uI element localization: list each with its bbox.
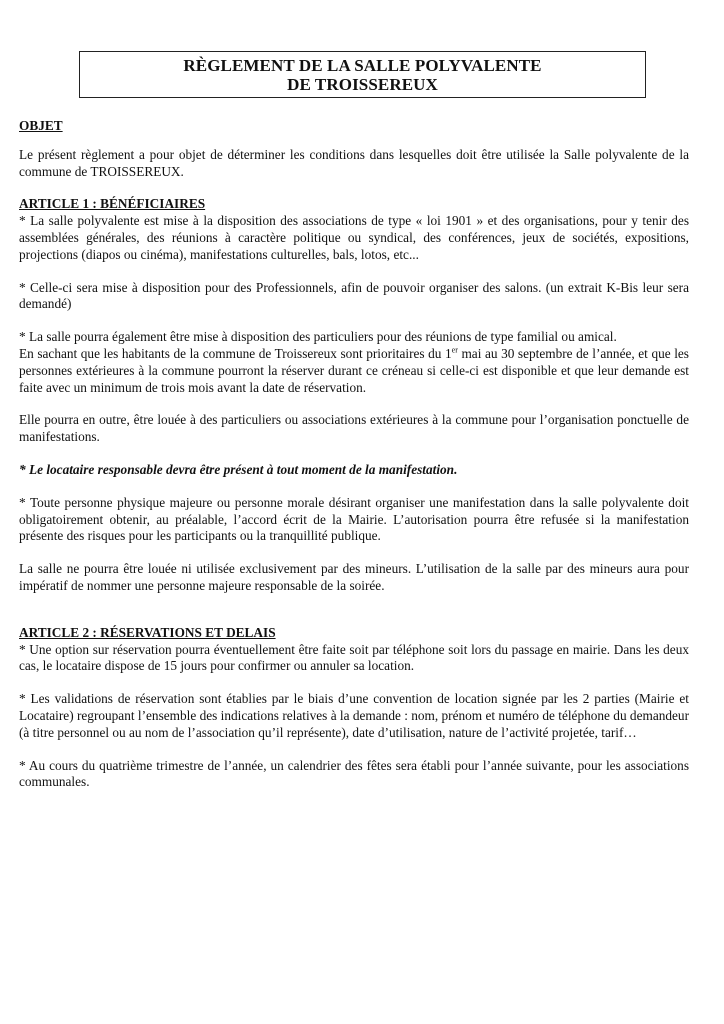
article1-paragraph-6: * Toute personne physique majeure ou personne morale désirant organiser une manifestation dans la salle polyvalente doit obligatoirement obtenir, au préalable, l’accord écrit de la Mairie. L’autorisation pourra être refusée si la manifestation présente des risques pour les participants ou la tranquillité publique. (19, 494, 689, 544)
article1-paragraph-3 (19, 346, 689, 396)
article1-paragraph-4: Elle pourra en outre, être louée à des particuliers ou associations extérieures à la commune pour l’organisation ponctuelle de manifestations. (19, 412, 689, 445)
document-body (19, 118, 689, 791)
article1-paragraph-1: * La salle polyvalente est mise à la disposition des associations de type « loi 1901 » et des organisations, pour y tenir des assemblées générales, des réunions à caractère politique ou syndical, des conférences, jeux de sociétés, expositions, projections (diapos ou cinéma), manifestations culturelles, bals, lotos, etc... (19, 213, 689, 262)
article2-paragraph-2: * Les validations de réservation sont établies par le biais d’une convention de location signée par les 2 parties (Mairie et Locataire) regroupant l’ensemble des indications relatives à la demande : nom, prénom et numéro de téléphone du demandeur (à titre personnel ou au nom de l’association qu’il représente), date d’utilisation, nature de l’activité projetée, tarif… (19, 691, 689, 740)
article2-paragraph-3: * Au cours du quatrième trimestre de l’année, un calendrier des fêtes sera établi pour l’année suivante, pour les associations communales. (19, 757, 689, 790)
article1-paragraph-7: La salle ne pourra être louée ni utilisée exclusivement par des mineurs. L’utilisation de la salle par des mineurs aura pour impératif de nommer une personne majeure responsable de la soirée. (19, 561, 689, 593)
article1-paragraph-5-emphasis: * Le locataire responsable devra être présent à tout moment de la manifestation. (19, 461, 458, 477)
title-line-1: RÈGLEMENT DE LA SALLE POLYVALENTE (183, 55, 542, 75)
article1-paragraph-3-part-b: mai au 30 septembre de l’année, et que les personnes extérieures à la commune pourront la réserver durant ce créneau si celle-ci est disponible et que leur demande est faite avec un minimum de trois mois avant la date de réservation. (19, 345, 689, 395)
section-heading-article-1: ARTICLE 1 : BÉNÉFICIAIRES (19, 196, 206, 212)
article2-paragraph-1: * Une option sur réservation pourra éventuellement être faite soit par téléphone soit lors du passage en mairie. Dans les deux cas, le locataire dispose de 15 jours pour confirmer ou annuler sa location. (19, 641, 689, 674)
article1-paragraph-2: * Celle-ci sera mise à disposition pour des Professionnels, afin de pouvoir organiser des salons. (un extrait K-Bis leur sera demandé) (19, 279, 689, 312)
section-heading-article-2: ARTICLE 2 : RÉSERVATIONS ET DELAIS (19, 624, 276, 640)
objet-paragraph: Le présent règlement a pour objet de déterminer les conditions dans lesquelles doit être utilisée la Salle polyvalente de la commune de TROISSEREUX. (19, 146, 689, 179)
section-heading-objet: OBJET (19, 118, 63, 133)
title-box (79, 51, 646, 98)
title-line-2: DE TROISSEREUX (287, 74, 438, 94)
article1-paragraph-3-part-a: En sachant que les habitants de la commune de Troissereux sont prioritaires du 1 (19, 345, 452, 361)
ordinal-superscript: er (451, 345, 458, 355)
article1-paragraph-3-line-1: * La salle pourra également être mise à disposition des particuliers pour des réunions de type familial ou amical. (19, 329, 617, 345)
